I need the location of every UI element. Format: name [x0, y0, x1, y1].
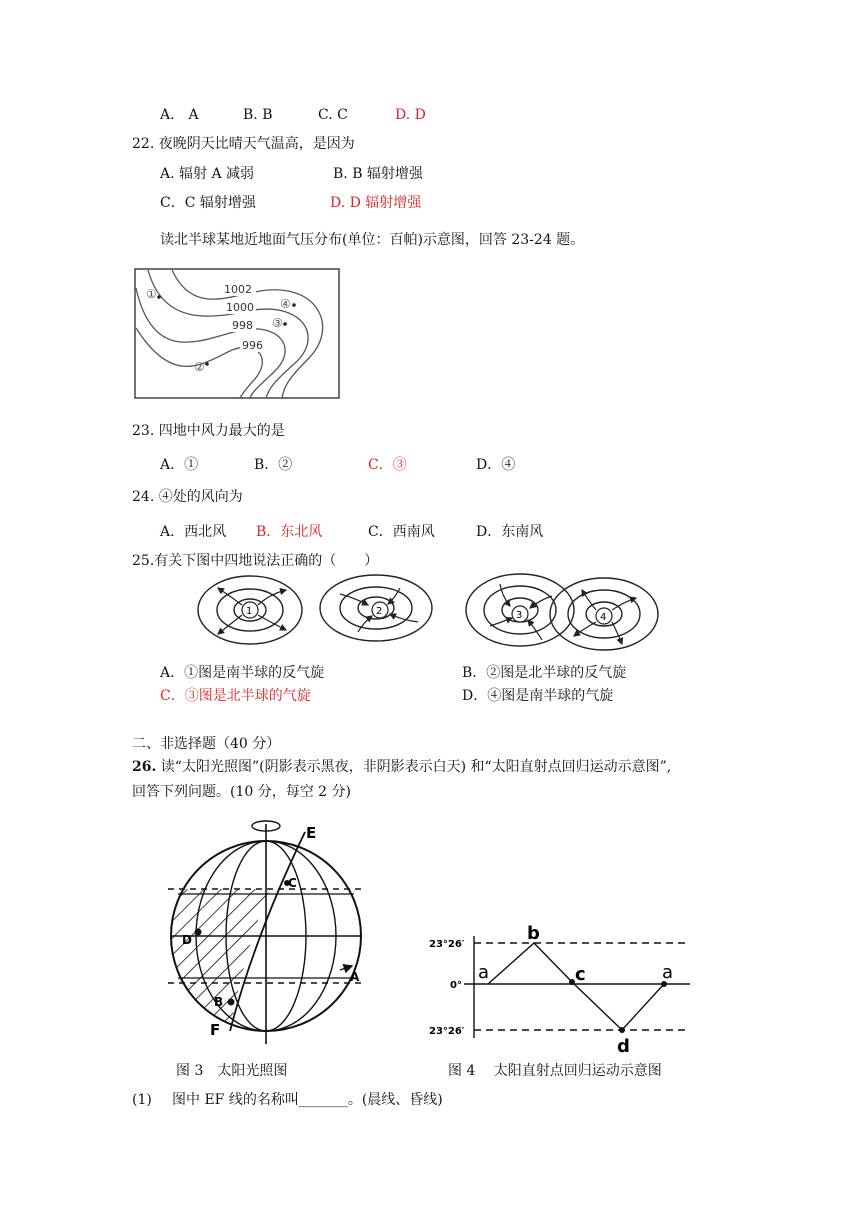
isobar-label-996: 996 [242, 339, 263, 352]
q26-line-1: 26. 读“太阳光照图”(阴影表示黑夜，非阴影表示白天) 和“太阳直射点回归运动示意图”, [132, 759, 672, 775]
map-intro: 读北半球某地近地面气压分布(单位：百帕)示意图，回答 23-24 题。 [160, 232, 585, 248]
pressure-system-4 [550, 578, 658, 650]
fig4-point-d: d [617, 1036, 630, 1057]
pressure-system-1 [198, 576, 302, 644]
q23-option-d: D．④ [476, 457, 516, 473]
fig4-lat-mid: 0° [450, 980, 462, 991]
q22-option-b: B. B 辐射增强 [333, 166, 423, 182]
point-4-label: ④ [280, 297, 291, 311]
pressure-system-3 [466, 574, 574, 646]
q24-stem: 24. ④处的风向为 [132, 489, 243, 505]
q21-option-b: B. B [243, 107, 273, 123]
fig3-label-d: D [182, 933, 192, 947]
q24-option-c: C．西南风 [368, 524, 435, 540]
q22-stem: 22. 夜晚阴天比晴天气温高，是因为 [132, 136, 355, 152]
svg-text:2: 2 [376, 606, 383, 617]
fig3-label-f: F [210, 1021, 221, 1039]
fig4-point-b: b [527, 923, 540, 944]
q24-option-d: D．东南风 [476, 524, 544, 540]
q21-option-a: A. A [160, 107, 199, 123]
fig3-label-e: E [306, 824, 317, 842]
q25-option-d: D．④图是南半球的气旋 [462, 688, 614, 704]
q26-number: 26. [132, 759, 157, 775]
q23-option-b: B．② [254, 457, 293, 473]
fig4-point-a-start: a [478, 962, 490, 983]
fig3-label-c: C [288, 876, 297, 890]
q25-stem: 25.有关下图中四地说法正确的（ ） [132, 553, 379, 569]
q23-option-c: C．③ [368, 457, 407, 473]
svg-text:3: 3 [516, 610, 523, 621]
fig4-subsolar-diagram [424, 916, 694, 1058]
q23-option-a: A．① [160, 457, 199, 473]
q25-option-b: B．②图是北半球的反气旋 [462, 665, 627, 681]
fig3-label-a: A [350, 970, 360, 984]
pressure-system-2 [320, 575, 432, 641]
q21-option-c: C. C [318, 107, 348, 123]
q25-figures [190, 574, 650, 660]
point-3-label: ③ [272, 316, 283, 330]
q22-option-d: D. D 辐射增强 [330, 195, 422, 211]
fig4-lat-bot: 23°26′ [429, 1026, 465, 1037]
fig4-lat-top: 23°26′ [429, 939, 465, 950]
fig4-point-c: c [575, 964, 586, 985]
svg-text:4: 4 [600, 612, 607, 623]
fig3-caption: 图 3 太阳光照图 [176, 1063, 288, 1079]
q21-option-d: D. D [395, 107, 426, 123]
svg-text:1: 1 [246, 606, 253, 617]
q24-option-b: B．东北风 [256, 524, 323, 540]
q26-line-2: 回答下列问题。(10 分，每空 2 分) [132, 784, 351, 800]
q26-1-text: 图中 EF 线的名称叫_______。(晨线、昏线) [172, 1092, 443, 1108]
fig4-point-a-end: a [662, 962, 674, 983]
section-2-title: 二、非选择题（40 分） [132, 736, 281, 752]
q22-option-a: A. 辐射 A 减弱 [160, 166, 255, 182]
q23-stem: 23. 四地中风力最大的是 [132, 423, 285, 439]
q25-option-a: A．①图是南半球的反气旋 [160, 665, 325, 681]
q22-option-c: C．C 辐射增强 [160, 195, 256, 211]
isobar-map [134, 268, 340, 400]
isobar-label-1002: 1002 [224, 283, 252, 296]
isobar-label-998: 998 [232, 319, 253, 332]
q26-1-number: (1) [132, 1092, 152, 1108]
fig4-caption: 图 4 太阳直射点回归运动示意图 [448, 1063, 662, 1079]
fig3-label-b: B [214, 995, 224, 1009]
q25-option-c: C．③图是北半球的气旋 [160, 688, 311, 704]
point-2-label: ② [194, 360, 205, 374]
q24-option-a: A．西北风 [160, 524, 227, 540]
isobar-label-1000: 1000 [226, 301, 254, 314]
fig3-globe [160, 814, 370, 1044]
point-1-label: ① [146, 287, 157, 301]
